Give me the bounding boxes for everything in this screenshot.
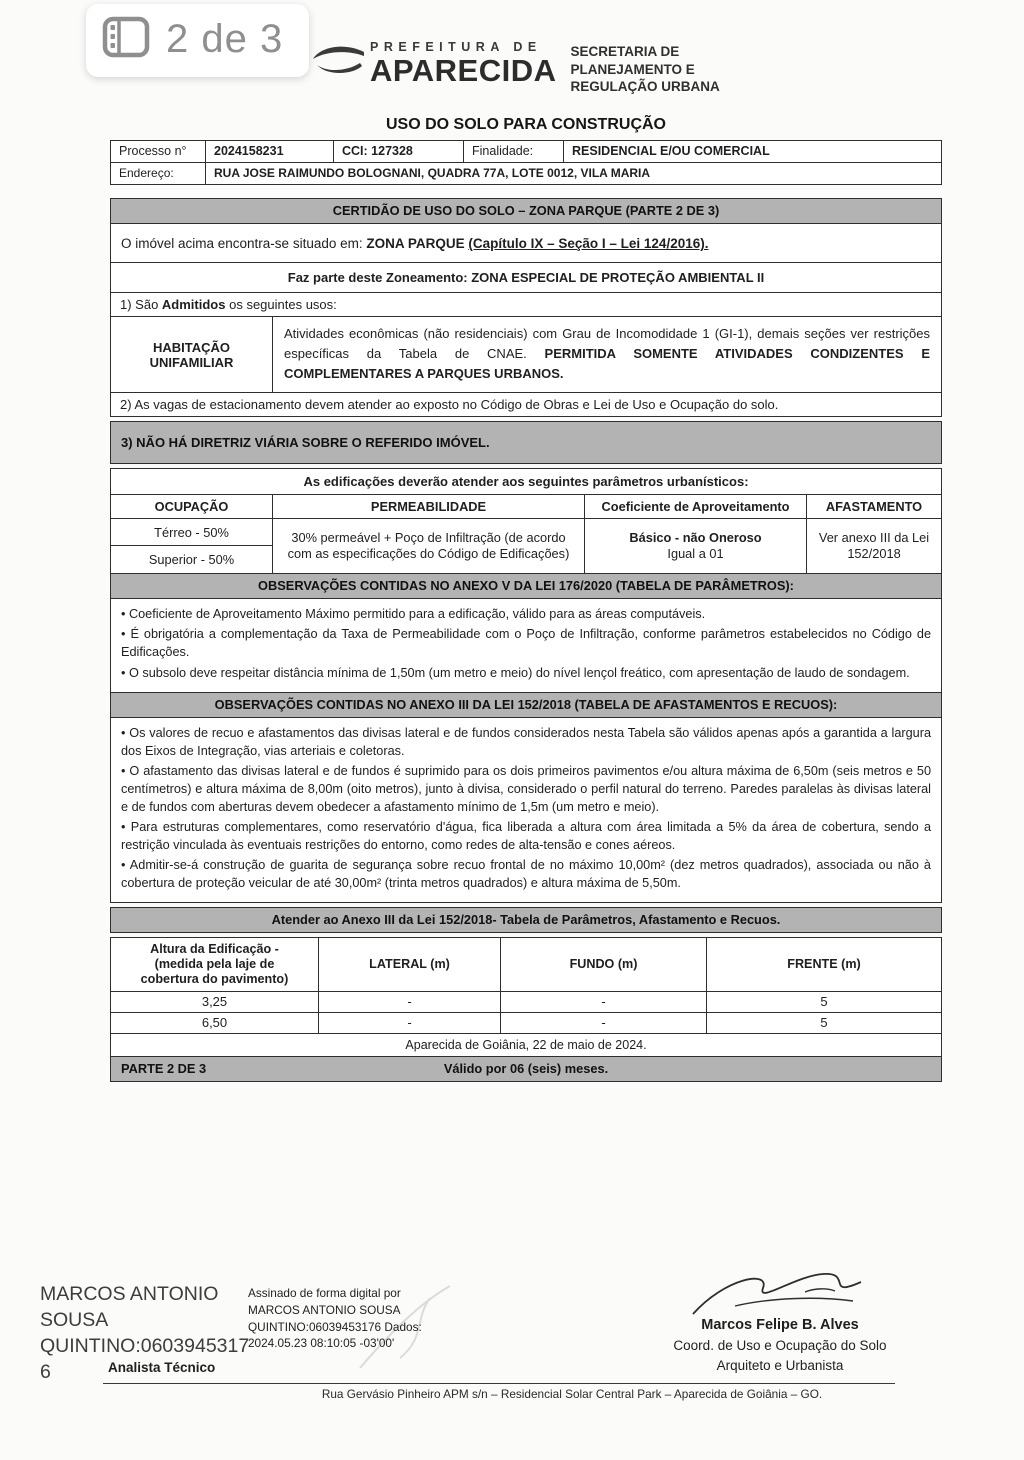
- city-logo-swoosh-icon: [310, 45, 366, 82]
- obs-iii-item: • O afastamento das divisas lateral e de fundos é suprimido para os dois primeiros pavimentos e/ou altura máxima de 6,50m (seis metros e 50 centímetros) e altura máxima de 8,00m (oito metros), junto à divisa, considerado o perfil natural do terreno. Paredes paralelas às divisas lateral e de fundos com aberturas devem obedecer a afastamento mínimo de 1,5m (um metro e meio).: [121, 762, 931, 816]
- endereco-value: RUA JOSE RAIMUNDO BOLOGNANI, QUADRA 77A, LOTE 0012, VILA MARIA: [214, 166, 651, 180]
- handwritten-signature-icon: [675, 1268, 885, 1320]
- setbacks-cell: 5: [707, 1013, 941, 1034]
- processo-label: Processo n°: [111, 141, 206, 162]
- brand-top: PREFEITURA DE: [370, 40, 542, 54]
- params-header-permeabilidade: PERMEABILIDADE: [273, 495, 585, 519]
- situado-prefix: O imóvel acima encontra-se situado em:: [121, 236, 367, 251]
- processo-value: 2024158231: [206, 141, 334, 162]
- params-header-afastamento: AFASTAMENTO: [807, 495, 941, 519]
- process-row: [111, 141, 941, 162]
- situado-row: [111, 224, 941, 263]
- admitted-uses-row: [111, 317, 941, 393]
- params-header-coeficiente: Coeficiente de Aproveitamento: [585, 495, 807, 519]
- date-line: Aparecida de Goiânia, 22 de maio de 2024.: [111, 1034, 941, 1057]
- obs-iii-header-bar: OBSERVAÇÕES CONTIDAS NO ANEXO III DA LEI 152/2018 (TABELA DE AFASTAMENTOS E RECUOS):: [111, 693, 941, 718]
- secretariat-line: SECRETARIA DE: [570, 44, 680, 59]
- setbacks-table: [111, 938, 941, 1034]
- page-indicator[interactable]: [86, 4, 309, 77]
- road-directive-bar: 3) NÃO HÁ DIRETRIZ VIÁRIA SOBRE O REFERIDO IMÓVEL.: [111, 422, 941, 463]
- coordinator-signature-block: [630, 1268, 930, 1373]
- ocupacao-terreo-cell: Térreo - 50%: [111, 519, 273, 546]
- footer-rule: [103, 1383, 895, 1384]
- obs-iii-item: • Admitir-se-á construção de guarita de segurança sobre recuo frontal de no máximo 10,00m² (dez metros quadrados), associada ou não à cobertura de proteção veicular de até 30,00m² (trinta metros quadrados) e altura máxima de 5,50m.: [121, 856, 931, 892]
- params-header-ocupacao: OCUPAÇÃO: [111, 495, 273, 519]
- obs-iii-item: • Os valores de recuo e afastamentos das divisas lateral e de fundos considerados nesta Tabela são válidos apenas após a garantida a largura dos Eixos de Integração, vias arteriais e coletoras.: [121, 724, 931, 760]
- road-directive-block: [110, 421, 942, 464]
- zoneamento-row: [111, 263, 941, 293]
- analyst-role: Analista Técnico: [108, 1360, 216, 1375]
- setbacks-cell: -: [501, 992, 707, 1013]
- parameters-block: [110, 468, 942, 902]
- setbacks-cell: 3,25: [111, 992, 319, 1013]
- page-indicator-label: 2 de 3: [166, 17, 284, 61]
- situado-zone: ZONA PARQUE: [366, 236, 469, 251]
- obs-v-list: [111, 599, 941, 692]
- address-row: [111, 162, 941, 184]
- params-table: [111, 495, 941, 574]
- finalidade-value: RESIDENCIAL E/OU COMERCIAL: [572, 144, 770, 158]
- atender-bar: Atender ao Anexo III da Lei 152/2018- Tabela de Parâmetros, Afastamento e Recuos.: [111, 908, 941, 932]
- brand-name: APARECIDA: [370, 53, 557, 88]
- digital-signature-details: Assinado de forma digital por MARCOS ANTONIO SOUSA QUINTINO:06039453176 Dados: 2024.05.23 08:10:05 -03'00': [248, 1286, 422, 1351]
- params-caption: As edificações deverão atender aos seguintes parâmetros urbanísticos:: [111, 469, 941, 495]
- setbacks-cell: -: [501, 1013, 707, 1034]
- validity-label: Válido por 06 (seis) meses.: [443, 1061, 609, 1077]
- document: [110, 116, 942, 1082]
- setbacks-header-lateral: LATERAL (m): [319, 938, 501, 992]
- setbacks-header-fundo: FUNDO (m): [501, 938, 707, 992]
- obs-iii-item: • Para estruturas complementares, como reservatório d'água, fica liberada a altura com área limitada a 5% da área de cobertura, sendo a restrição vinculada às eventuais restrições do entorno, como redes de alta-tensão e cones aéreos.: [121, 818, 931, 854]
- parking-note-row: 2) As vagas de estacionamento devem atender ao exposto no Código de Obras e Lei de Uso e Ocupação do solo.: [120, 397, 779, 413]
- finalidade-label: Finalidade:: [464, 141, 564, 162]
- signer-name: Marcos Felipe B. Alves: [701, 1317, 859, 1333]
- obs-v-item: • É obrigatória a complementação da Taxa de Permeabilidade com o Poço de Infiltração, conforme parâmetros estabelecidos no Código de Edificações.: [121, 625, 931, 661]
- coeficiente-value: Igual a 01: [667, 546, 724, 562]
- atender-block: [110, 907, 942, 933]
- cert-header-bar: CERTIDÃO DE USO DO SOLO – ZONA PARQUE (PARTE 2 DE 3): [111, 199, 941, 224]
- coeficiente-cell: [585, 519, 807, 573]
- certificate-block: [110, 198, 942, 417]
- cci-value: CCI: 127328: [334, 141, 464, 162]
- permeabilidade-cell: 30% permeável + Poço de Infiltração (de acordo com as especificações do Código de Edificações): [273, 519, 585, 573]
- secretariat-line: REGULAÇÃO URBANA: [570, 79, 720, 95]
- setbacks-cell: -: [319, 1013, 501, 1034]
- admitted-uses-caption: 1) São Admitidos os seguintes usos:: [111, 293, 941, 317]
- secretariat-line: PLANEJAMENTO E: [570, 61, 695, 77]
- endereco-label: Endereço:: [111, 163, 206, 184]
- coeficiente-title: Básico - não Oneroso: [629, 530, 762, 546]
- part-label: PARTE 2 DE 3: [121, 1061, 207, 1077]
- pages-icon: [102, 16, 150, 63]
- signer-role-2: Arquiteto e Urbanista: [716, 1358, 844, 1373]
- situado-law: (Capítulo IX – Seção I – Lei 124/2016).: [468, 236, 709, 251]
- obs-v-item: • Coeficiente de Aproveitamento Máximo permitido para a edificação, válido para as áreas computáveis.: [121, 605, 931, 623]
- setbacks-cell: 5: [707, 992, 941, 1013]
- obs-v-item: • O subsolo deve respeitar distância mínima de 1,50m (um metro e meio) do nível lençol freático, com apresentação de laudo de sondagem.: [121, 664, 931, 682]
- part-bar: [111, 1057, 941, 1081]
- setbacks-cell: -: [319, 992, 501, 1013]
- setbacks-header-altura: Altura da Edificação - (medida pela laje de cobertura do pavimento): [111, 938, 319, 992]
- obs-v-header-bar: OBSERVAÇÕES CONTIDAS NO ANEXO V DA LEI 176/2020 (TABELA DE PARÂMETROS):: [111, 574, 941, 599]
- digital-signature-name: MARCOS ANTONIO SOUSA QUINTINO:06039453176: [40, 1283, 250, 1383]
- signer-role-1: Coord. de Uso e Ocupação do Solo: [673, 1338, 887, 1353]
- ocupacao-superior-cell: Superior - 50%: [111, 546, 273, 573]
- setbacks-cell: 6,50: [111, 1013, 319, 1034]
- afastamento-cell: Ver anexo III da Lei 152/2018: [818, 530, 930, 562]
- use-description-cell: Atividades econômicas (não residenciais) com Grau de Incomodidade 1 (GI-1), demais seções ver restrições específicas da Tabela de CNAE. PERMITIDA SOMENTE ATIVIDADES CONDIZENTES E COMPLEMENTARES A PARQUES URBANOS.: [284, 326, 930, 382]
- use-category-cell: HABITAÇÃO UNIFAMILIAR: [111, 317, 273, 392]
- zoneamento-value: ZONA ESPECIAL DE PROTEÇÃO AMBIENTAL II: [471, 270, 765, 285]
- setbacks-block: [110, 937, 942, 1082]
- zoneamento-label: Faz parte deste Zoneamento:: [287, 270, 472, 285]
- secretariat-name: [571, 40, 720, 96]
- footer-address: Rua Gervásio Pinheiro APM s/n – Residencial Solar Central Park – Aparecida de Goiânia – GO.: [321, 1387, 823, 1401]
- city-logo: [310, 40, 557, 88]
- letterhead: [310, 40, 720, 96]
- process-table: [110, 140, 942, 185]
- doc-title: USO DO SOLO PARA CONSTRUÇÃO: [385, 116, 666, 133]
- obs-iii-list: [111, 718, 941, 902]
- setbacks-header-frente: FRENTE (m): [707, 938, 941, 992]
